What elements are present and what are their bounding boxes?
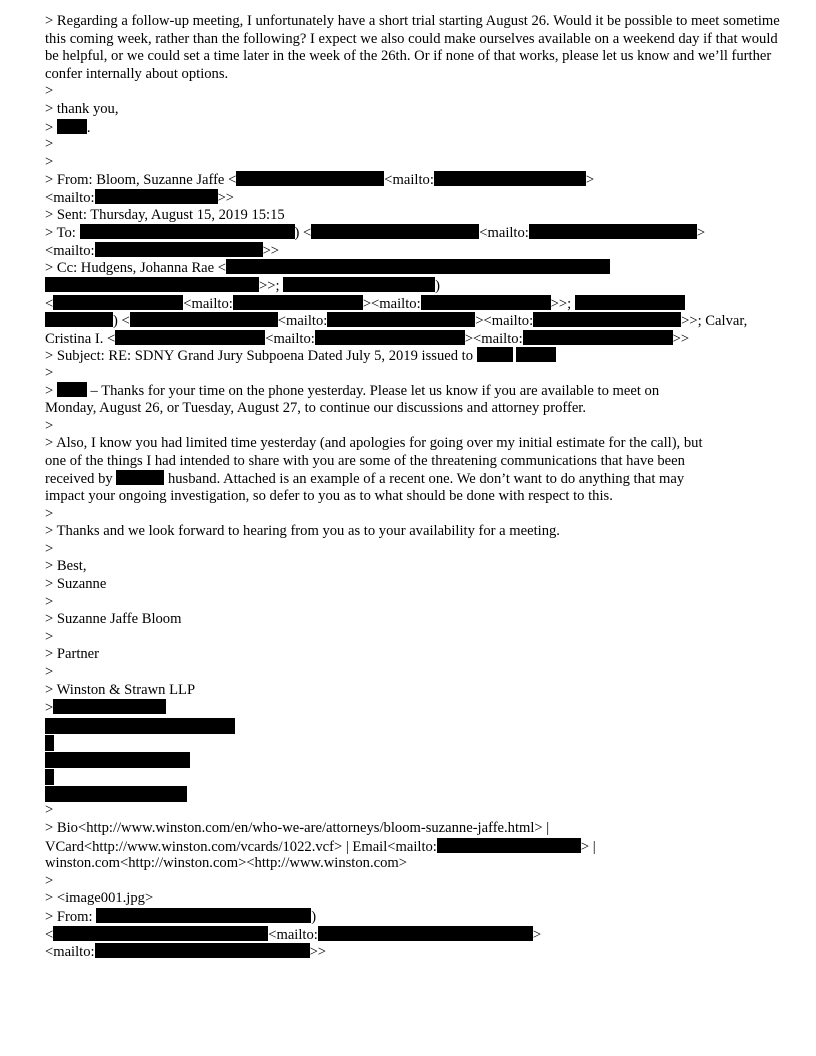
signature-title: > Partner (45, 646, 100, 663)
redaction-block (226, 259, 610, 274)
cc-header-cont: < <mailto: ><mailto: >>; (45, 295, 785, 313)
quote-marker: > (45, 136, 54, 153)
redaction-block (57, 119, 87, 134)
redaction-block (45, 277, 259, 292)
redaction-block (95, 943, 310, 958)
from-header: > From: Bloom, Suzanne Jaffe < <mailto: > (45, 172, 595, 189)
body-line: > – Thanks for your time on the phone yesterday. Please let us know if you are available to meet on (45, 383, 660, 400)
redaction-block (115, 330, 265, 345)
redaction-block (236, 171, 384, 186)
from-header-cont: <mailto: >> (45, 189, 235, 206)
redaction-block (53, 295, 183, 310)
redaction-block (116, 470, 164, 485)
quote-marker: > (45, 364, 54, 381)
redaction-block (533, 312, 681, 327)
subject-header: > Subject: RE: SDNY Grand Jury Subpoena Dated July 5, 2019 issued to (45, 347, 785, 365)
cc-header: > Cc: Hudgens, Johanna Rae < (45, 259, 785, 277)
redaction-block (95, 242, 263, 257)
redaction-block (57, 382, 87, 397)
redaction-block (45, 769, 54, 785)
from-header-2: > From: ) (45, 908, 317, 925)
signature-line: > . (45, 119, 91, 136)
quote-marker: > (45, 83, 54, 100)
to-header: > To: ) < <mailto: > (45, 225, 706, 242)
redaction-block (45, 786, 187, 802)
quote-marker: > (45, 153, 54, 170)
cc-header-cont: Cristina I. < <mailto: ><mailto: >> (45, 330, 690, 347)
redaction-block (516, 347, 556, 362)
redaction-block (96, 908, 311, 923)
cc-header-cont: >>; ) (45, 277, 785, 295)
thank-you-line: > thank you, (45, 100, 119, 117)
redaction-block (45, 752, 190, 768)
body-line: > Thanks and we look forward to hearing from you as to your availability for a meeting. (45, 523, 560, 540)
redaction-block (283, 277, 435, 292)
email-thread (45, 13, 785, 961)
signature-full-name: > Suzanne Jaffe Bloom (45, 611, 182, 628)
body-line: received by husband. Attached is an example of a recent one. We don’t want to do anything that may (45, 471, 685, 488)
redaction-block (130, 312, 278, 327)
quote-marker: > (45, 417, 54, 434)
signature-first-name: > Suzanne (45, 576, 107, 592)
redaction-block (327, 312, 475, 327)
redaction-block (437, 838, 581, 853)
sent-header: > Sent: Thursday, August 15, 2019 15:15 (45, 206, 285, 223)
redaction-block (233, 295, 363, 310)
redaction-block (311, 224, 479, 239)
redaction-block (53, 926, 268, 941)
vcard-email-line: VCard<http://www.winston.com/vcards/1022.vcf> | Email<mailto: > | (45, 838, 596, 855)
website-line: winston.com<http://winston.com><http://www.winston.com> (45, 855, 407, 872)
address-line: > (45, 699, 785, 717)
meeting-request-paragraph: > Regarding a follow-up meeting, I unfortunately have a short trial starting August 26. Would it be possible to meet sometime this coming week, rather than the following? I expect we also could make ourselves available on a weekend day if that would be helpful, or we could set a time later in the week of the 26th. Or if none of that works, please let us know and we’ll further confer internally about options. (45, 13, 780, 82)
quote-marker: > (45, 663, 54, 680)
quote-marker: > (45, 628, 54, 645)
redaction-block (95, 189, 218, 204)
body-line: one of the things I had intended to share with you are some of the threatening communications that have been (45, 452, 685, 469)
to-header-cont: <mailto: >> (45, 242, 280, 259)
redaction-block (45, 735, 54, 751)
body-line: Monday, August 26, or Tuesday, August 27, to continue our discussions and attorney proffer. (45, 400, 587, 417)
body-line: impact your ongoing investigation, so defer to you as to what should be done with respect to this. (45, 488, 613, 505)
redaction-block (434, 171, 586, 186)
closing: > Best, (45, 558, 87, 575)
redaction-block (575, 295, 685, 310)
quote-marker: > (45, 872, 54, 889)
redaction-block (45, 312, 113, 327)
attachment-line: > <image001.jpg> (45, 890, 154, 907)
from-header-2-cont: <mailto: >> (45, 944, 327, 961)
redaction-block (53, 699, 166, 714)
quote-marker: > (45, 593, 54, 610)
cc-header-cont: ) < <mailto: ><mailto: >>; Calvar, (45, 312, 785, 330)
redaction-block (523, 330, 673, 345)
signature-firm: > Winston & Strawn LLP (45, 681, 196, 698)
bio-link-line: > Bio<http://www.winston.com/en/who-we-are/attorneys/bloom-suzanne-jaffe.html> | (45, 819, 550, 836)
redaction-block (315, 330, 465, 345)
redaction-block (45, 718, 235, 734)
redaction-block (477, 347, 513, 362)
redaction-block (421, 295, 551, 310)
quote-marker: > (45, 540, 54, 557)
redaction-block (318, 926, 533, 941)
redaction-block (80, 224, 295, 239)
redaction-block (529, 224, 697, 239)
body-line: > Also, I know you had limited time yesterday (and apologies for going over my initial estimate for the call), but (45, 435, 703, 452)
quote-marker: > (45, 802, 54, 819)
quote-marker: > (45, 505, 54, 522)
from-header-2-cont: < <mailto: > (45, 926, 542, 943)
